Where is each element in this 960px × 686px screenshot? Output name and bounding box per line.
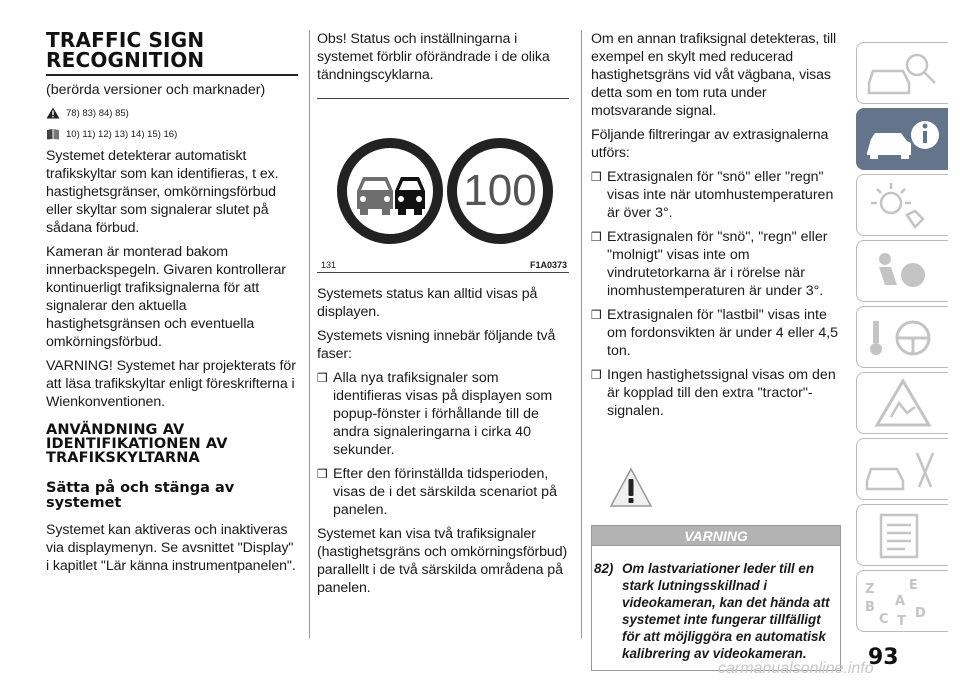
checkbox-bullet-icon: ❒ bbox=[317, 467, 328, 481]
column-1 bbox=[46, 30, 298, 581]
subsection-subheading: Sätta på och stänga av systemet bbox=[46, 480, 235, 511]
warning-box-body bbox=[591, 546, 841, 671]
tab-maintenance[interactable] bbox=[856, 438, 948, 500]
list-item: ❒ Ingen hastighetssignal visas om den är kopplad till den extra "tractor"-signalen. bbox=[591, 367, 836, 419]
reference-line-2 bbox=[46, 126, 298, 142]
reference-numbers[interactable]: 10) 11) 12) 13) 14) 15) 16) bbox=[66, 128, 178, 140]
svg-text:E: E bbox=[909, 578, 918, 593]
svg-text:D: D bbox=[915, 606, 926, 621]
checkbox-bullet-icon: ❒ bbox=[591, 308, 602, 322]
warning-number[interactable]: 82) bbox=[594, 561, 614, 576]
warning-exclamation-icon bbox=[609, 466, 653, 510]
tab-index[interactable] bbox=[856, 570, 948, 632]
list-item: ❒ Efter den förinställda tidsperioden, visas de i det särskilda scenariot på panelen. bbox=[317, 466, 557, 518]
section-title-line1: TRAFFIC SIGN bbox=[46, 28, 205, 52]
paragraph: Systemet kan aktiveras och inaktiveras via displaymenyn. Se avsnittet "Display" i kapitlet "Lär känna instrumentpanelen". bbox=[46, 522, 296, 574]
speed-limit-value: 100 bbox=[463, 166, 537, 215]
bullet-list bbox=[317, 369, 569, 519]
watermark: carmanualsonline.info bbox=[718, 660, 874, 677]
paragraph: Om en annan trafiksignal detekteras, till exempel en skylt med reducerad hastighetsgräns vid våt vägbana, visas detta som en tom ruta under motsvarande signal. bbox=[591, 31, 837, 119]
chapter-tabs-sidebar bbox=[856, 0, 960, 686]
light-icon bbox=[857, 175, 949, 237]
svg-text:C: C bbox=[879, 612, 889, 627]
car-search-icon bbox=[857, 43, 949, 105]
car-tools-icon bbox=[857, 439, 949, 501]
section-subtitle: (berörda versioner och marknader) bbox=[46, 82, 266, 98]
airbag-icon bbox=[857, 241, 949, 303]
page-number: 93 bbox=[868, 645, 899, 670]
tab-steering-key[interactable] bbox=[856, 306, 948, 368]
paragraph: Systemet detekterar automatiskt trafikskyltar som kan identifieras, t ex. hastighetsgränser, omkörningsförbud eller skyltar som signalerar slutet på sådana förbud. bbox=[46, 148, 279, 236]
title-rule bbox=[46, 74, 298, 76]
list-icon bbox=[857, 505, 949, 567]
index-letters-icon bbox=[857, 571, 949, 633]
tab-car-info[interactable] bbox=[856, 108, 948, 170]
svg-text:T: T bbox=[897, 614, 906, 629]
column-2 bbox=[317, 30, 569, 603]
subsection-heading: ANVÄNDNING AV IDENTIFIKATIONEN AV TRAFIKSKYLTARNA bbox=[46, 422, 228, 466]
tab-lights[interactable] bbox=[856, 174, 948, 236]
bullet-list bbox=[591, 168, 841, 420]
warning-box-title: VARNING bbox=[591, 525, 841, 546]
paragraph: Obs! Status och inställningarna i systemet förblir oförändrade i de olika tändningscyklarna. bbox=[317, 31, 550, 83]
tab-car-search[interactable] bbox=[856, 42, 948, 104]
no-overtaking-sign-icon bbox=[342, 143, 438, 239]
warning-text: Om lastvariationer leder till en stark lutningsskillnad i videokameran, kan det hända att systemet inte fungerar tillfälligt för att möjliggöra en automatisk kalibrering av videokameran. bbox=[622, 561, 830, 661]
figure-number: 131 bbox=[321, 260, 337, 270]
steering-key-icon bbox=[857, 307, 949, 369]
paragraph: Systemets status kan alltid visas på displayen. bbox=[317, 286, 538, 320]
list-item: ❒ Alla nya trafiksignaler som identifieras visas på displayen som popup-fönster i förhållande till de andra signaleringarna i cirka 40 sekunder. bbox=[317, 370, 553, 458]
figure-code: F1A0373 bbox=[529, 260, 567, 270]
paragraph: Systemets visning innebär följande två faser: bbox=[317, 328, 556, 362]
checkbox-bullet-icon: ❒ bbox=[591, 368, 602, 382]
tab-emergency[interactable] bbox=[856, 372, 948, 434]
list-item: ❒ Extrasignalen för "snö" eller "regn" visas inte när utomhustemperaturen är över 3°. bbox=[591, 169, 834, 221]
warning-triangle-icon bbox=[857, 373, 949, 435]
list-item: ❒ Extrasignalen för "snö", "regn" eller "molnigt" visas inte om vindrutetorkarna är i rörelse när inomhustemperaturen är under 3°. bbox=[591, 229, 828, 299]
svg-text:A: A bbox=[895, 594, 906, 609]
paragraph: Följande filtreringar av extrasignalerna utförs: bbox=[591, 127, 829, 161]
column-divider bbox=[309, 30, 310, 638]
paragraph: Kameran är monterad bakom innerbackspegeln. Givaren kontrollerar kontinuerligt trafiksignalerna för att signalerar den aktuella hastighetsgränsen och eventuella omkörningsförbud. bbox=[46, 244, 286, 350]
checkbox-bullet-icon: ❒ bbox=[591, 170, 602, 184]
note-book-icon bbox=[46, 128, 60, 140]
column-divider bbox=[581, 30, 582, 638]
tab-technical-data[interactable] bbox=[856, 504, 948, 566]
svg-text:B: B bbox=[865, 600, 875, 615]
svg-text:Z: Z bbox=[865, 582, 875, 597]
reference-numbers[interactable]: 78) 83) 84) 85) bbox=[66, 107, 129, 119]
column-3 bbox=[591, 30, 841, 671]
reference-line-1 bbox=[46, 105, 298, 121]
paragraph-warning-note: VARNING! Systemet har projekterats för att läsa trafikskyltar enligt föreskrifterna i Wienkonventionen. bbox=[46, 358, 296, 410]
car-info-icon bbox=[857, 109, 949, 171]
warning-triangle-icon bbox=[46, 107, 60, 119]
tab-airbag[interactable] bbox=[856, 240, 948, 302]
checkbox-bullet-icon: ❒ bbox=[317, 371, 328, 385]
list-item: ❒ Extrasignalen för "lastbil" visas inte om fordonsvikten är under 4 eller 4,5 ton. bbox=[591, 307, 839, 359]
paragraph: Systemet kan visa två trafiksignaler (hastighetsgräns och omkörningsförbud) parallellt i de två särskilda områdena på panelen. bbox=[317, 526, 568, 596]
figure-traffic-signs bbox=[317, 98, 569, 273]
section-title-line2: RECOGNITION bbox=[46, 48, 205, 72]
checkbox-bullet-icon: ❒ bbox=[591, 230, 602, 244]
